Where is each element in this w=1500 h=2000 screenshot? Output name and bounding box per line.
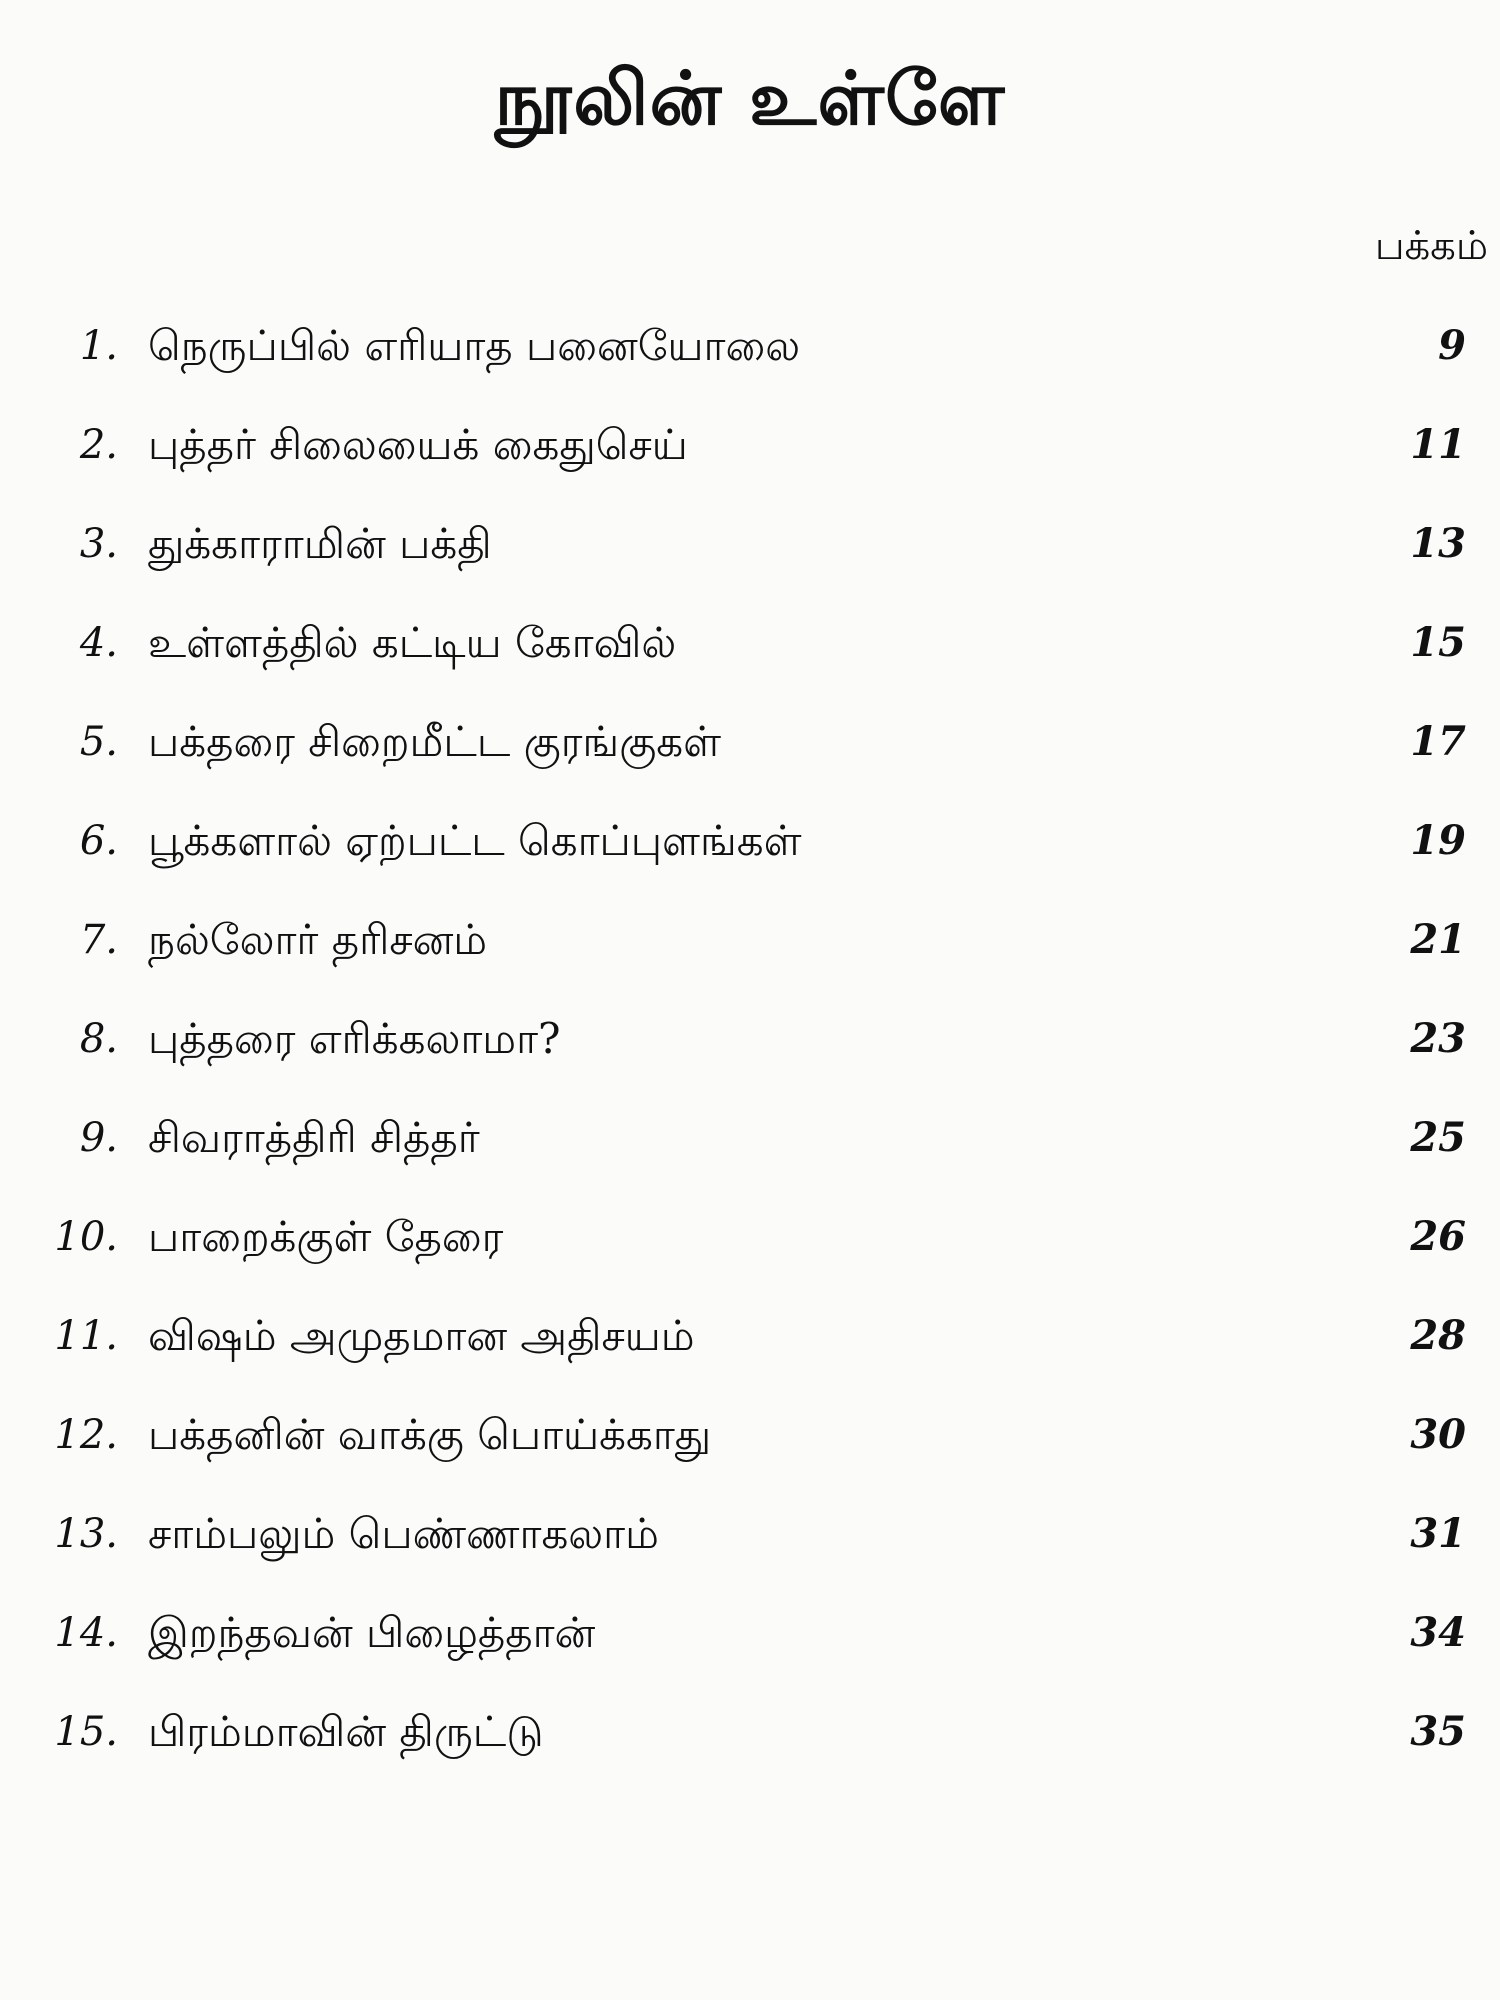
entry-page-number: 15 xyxy=(1410,619,1466,666)
entry-title: நல்லோர் தரிசனம் xyxy=(148,915,488,964)
entry-number: 3. xyxy=(79,521,118,567)
toc-entry xyxy=(0,1404,1500,1466)
entry-number: 8. xyxy=(79,1016,118,1062)
entry-page-number: 9 xyxy=(1438,322,1466,369)
entry-title: புத்தரை எரிக்கலாமா? xyxy=(148,1014,561,1063)
entry-page-number: 26 xyxy=(1410,1213,1466,1260)
toc-entry xyxy=(0,711,1500,773)
entry-page-number: 13 xyxy=(1410,520,1466,567)
entry-title: சிவராத்திரி சித்தர் xyxy=(148,1113,480,1162)
entry-title: புத்தர் சிலையைக் கைதுசெய் xyxy=(148,420,688,469)
entry-page-number: 30 xyxy=(1410,1411,1466,1458)
toc-entry xyxy=(0,810,1500,872)
entry-title: பிரம்மாவின் திருட்டு xyxy=(148,1707,544,1756)
toc-entry xyxy=(0,1107,1500,1169)
entry-title: பக்தனின் வாக்கு பொய்க்காது xyxy=(148,1410,712,1459)
toc-entry xyxy=(0,414,1500,476)
entry-title: பூக்களால் ஏற்பட்ட கொப்புளங்கள் xyxy=(148,816,802,865)
page-column-header: பக்கம் xyxy=(1374,223,1488,269)
toc-entry xyxy=(0,1602,1500,1664)
entry-page-number: 35 xyxy=(1410,1708,1466,1755)
entry-number: 14. xyxy=(54,1610,118,1656)
entry-number: 12. xyxy=(54,1412,118,1458)
page-title: நூலின் உள்ளே xyxy=(494,56,1006,142)
toc-entry xyxy=(0,513,1500,575)
entry-page-number: 31 xyxy=(1410,1510,1466,1557)
entry-number: 15. xyxy=(54,1709,118,1755)
entry-page-number: 25 xyxy=(1410,1114,1466,1161)
entry-number: 13. xyxy=(54,1511,118,1557)
entry-title: பக்தரை சிறைமீட்ட குரங்குகள் xyxy=(148,717,722,766)
toc-entry xyxy=(0,1008,1500,1070)
toc-entry xyxy=(0,612,1500,674)
toc-entry xyxy=(0,909,1500,971)
entry-title: பாறைக்குள் தேரை xyxy=(148,1212,504,1261)
entry-number: 2. xyxy=(79,422,118,468)
entry-page-number: 23 xyxy=(1410,1015,1466,1062)
entry-page-number: 11 xyxy=(1410,421,1466,468)
toc-entry xyxy=(0,1701,1500,1763)
entry-number: 5. xyxy=(79,719,118,765)
entry-number: 11. xyxy=(54,1313,118,1359)
entry-title: உள்ளத்தில் கட்டிய கோவில் xyxy=(148,618,677,667)
toc-entry xyxy=(0,1305,1500,1367)
entry-title: துக்காராமின் பக்தி xyxy=(148,519,492,568)
toc-entry xyxy=(0,315,1500,377)
entry-number: 1. xyxy=(79,323,118,369)
entry-number: 7. xyxy=(79,917,118,963)
entry-page-number: 19 xyxy=(1410,817,1466,864)
toc-entry xyxy=(0,1503,1500,1565)
toc-entry xyxy=(0,1206,1500,1268)
entry-number: 6. xyxy=(79,818,118,864)
entry-number: 9. xyxy=(79,1115,118,1161)
entry-title: விஷம் அமுதமான அதிசயம் xyxy=(148,1311,695,1360)
entry-number: 4. xyxy=(79,620,118,666)
entry-title: சாம்பலும் பெண்ணாகலாம் xyxy=(148,1509,659,1558)
entry-page-number: 34 xyxy=(1410,1609,1466,1656)
entry-title: நெருப்பில் எரியாத பனையோலை xyxy=(148,321,801,370)
entry-number: 10. xyxy=(54,1214,118,1260)
entry-page-number: 21 xyxy=(1410,916,1466,963)
entry-page-number: 28 xyxy=(1410,1312,1466,1359)
entry-page-number: 17 xyxy=(1410,718,1466,765)
entry-title: இறந்தவன் பிழைத்தான் xyxy=(148,1608,596,1657)
